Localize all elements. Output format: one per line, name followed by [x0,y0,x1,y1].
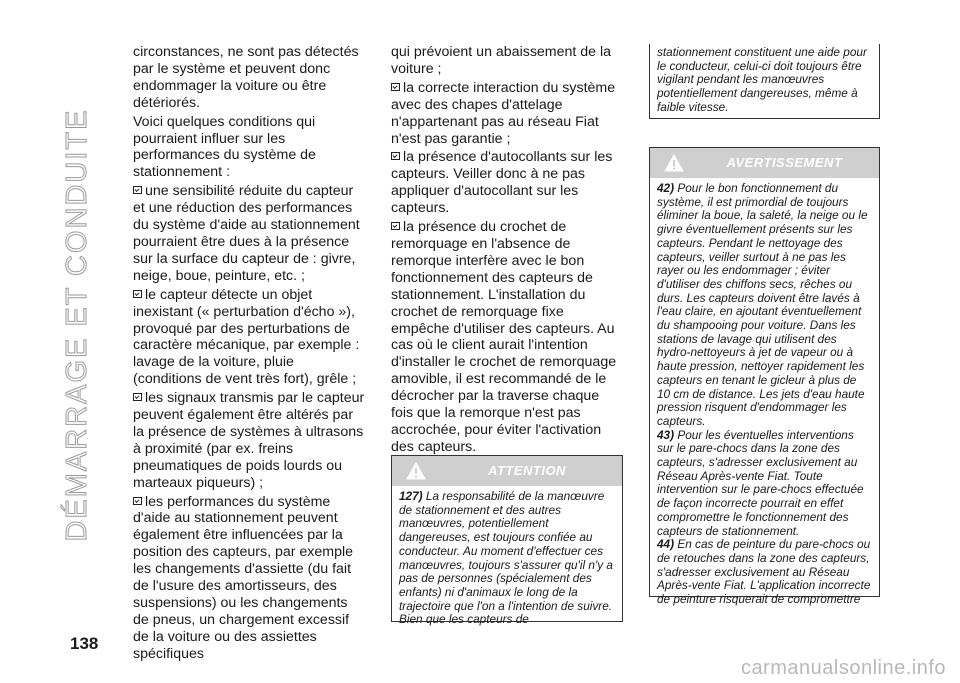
text-column-1 [133,44,365,663]
watermark: carmanualsonline.info [740,657,946,679]
checkbox-bullet-icon [391,222,400,230]
bullet-text: la présence d'autocollants sur les capteurs. Veiller donc à ne pas appliquer d'autocollant sur les capteurs. [391,149,613,217]
note-text: Pour les éventuelles interventions sur le pare-chocs dans la zone des capteurs, s'adresser exclusivement au Réseau Après-vente Fiat. Toute intervention sur le pare-chocs effectuée de façon incorrecte pourrait en effet compromettre le fonctionnement des capteurs de stationnement. [657,427,864,538]
paragraph: circonstances, ne sont pas détectés par le système et peuvent donc endommager la voiture ou être détériorés. [133,44,359,111]
checkbox-bullet-icon [133,186,142,194]
bullet-text: la présence du crochet de remorquage en l'absence de remorque interfère avec le bon fonctionnement des capteurs de stationnement. L'installation du crochet de remorquage fixe empêche d'utiliser des capteurs. Au cas où le client aurait l'intention d'installer le crochet de remorquage amovible, il est recommandé de le décrocher par la traverse chaque fois que la remorque n'est pas accrochée, pour éviter l'activation des capteurs. [391,219,617,455]
checkbox-bullet-icon [133,393,142,401]
bullet-text: la correcte interaction du système avec des chapes d'attelage n'appartenant pas au réseau Fiat n'est pas garantie ; [391,79,616,147]
avertissement-body [650,178,879,610]
note-text: En cas de peinture du pare-chocs ou de retouches dans la zone des capteurs, s'adresser exclusivement au Réseau Après-vente Fiat. L'application incorrecte de peinture risquerait de compromettre [657,537,871,607]
checkbox-bullet-icon [133,497,142,505]
bullet-text: les signaux transmis par le capteur peuvent également être altérés par la présence de systèmes à ultrasons à proximité (par ex. freins pneumatiques de poids lourds ou marteaux piqueurs) ; [133,390,365,491]
avertissement-title: AVERTISSEMENT [726,155,843,170]
bullet-item [133,183,365,284]
page-number: 138 [70,634,99,653]
text-column-2 [391,44,623,456]
avertissement-box [649,147,880,607]
bullet-text: une sensibilité réduite du capteur et une réduction des performances du système d'aide au stationnement pourraient être dues à la présence sur la surface du capteur de : givre, neige, boue, peinture, etc. ; [133,183,360,284]
note-number: 43) [657,427,675,442]
bullet-item [391,219,623,456]
bullet-item [133,494,365,663]
note-number: 127) [399,489,423,503]
checkbox-bullet-icon [391,152,400,160]
bullet-item [391,149,623,217]
attention-box [391,455,623,627]
checkbox-bullet-icon [391,83,400,91]
note-text: La responsabilité de la manœuvre de stationnement et des autres manœuvres, potentiellement dangereuses, est toujours confiée au conducteur. Au moment d'effectuer ces manœuvres, toujours s'assurer qu'il n'y a pas de personnes (spécialement des enfants) ni d'animaux le long de la trajectoire que l'on a l'intention de suivre. Bien que les capteurs de [399,489,613,627]
avertissement-header [650,148,879,178]
bullet-item [133,390,365,491]
checkbox-bullet-icon [133,290,142,298]
note-number: 42) [657,181,675,195]
attention-header [392,456,622,486]
note-text: Pour le bon fonctionnement du système, il est primordial de toujours éliminer la boue, la saleté, la neige ou le givre éventuellement présents sur les capteurs. Pendant le nettoyage des capteurs, veiller surtout à ne pas les rayer ou les endommager ; éviter d'utiliser des chiffons secs, rêches ou durs. Les capteurs doivent être lavés à l'eau claire, en ajoutant éventuellement du shampooing pour voiture. Dans les stations de lavage qui utilisent des hydro-nettoyeurs à jet de vapeur ou à haute pression, nettoyer rapidement les capteurs en tenant le gicleur à plus de 10 cm de distance. Les jets d'eau haute pression risquent d'endommager les capteurs. [657,181,868,428]
attention-body [392,486,622,630]
paragraph: Voici quelques conditions qui pourraient influer sur les performances du système de stationnement : [133,113,316,181]
continued-note-box [649,44,880,119]
bullet-item [133,287,365,388]
bullet-text: le capteur détecte un objet inexistant (« perturbation d'écho »), provoqué par des perturbations de caractère mécanique, par exemple : lavage de la voiture, pluie (conditions de vent très fort), grêle ; [133,286,360,388]
chapter-side-title: DÉMARRAGE ET CONDUITE [61,108,93,542]
note-number: 44) [657,537,675,552]
attention-title: ATTENTION [488,463,566,478]
continued-note-text: stationnement constituent une aide pour le conducteur, celui-ci doit toujours être vigilant pendant les manœuvres potentiellement dangereuses, même à faible vitesse. [657,45,867,114]
paragraph: qui prévoient un abaissement de la voiture ; [391,44,612,77]
bullet-item [391,80,623,148]
bullet-text: les performances du système d'aide au stationnement peuvent également être influencées par la position des capteurs, par exemple les changements d'assiette (du fait de l'usure des amortisseurs, des suspensions) ou les changements de pneus, un chargement excessif de la voiture ou des assiettes spécifiques [133,493,354,662]
